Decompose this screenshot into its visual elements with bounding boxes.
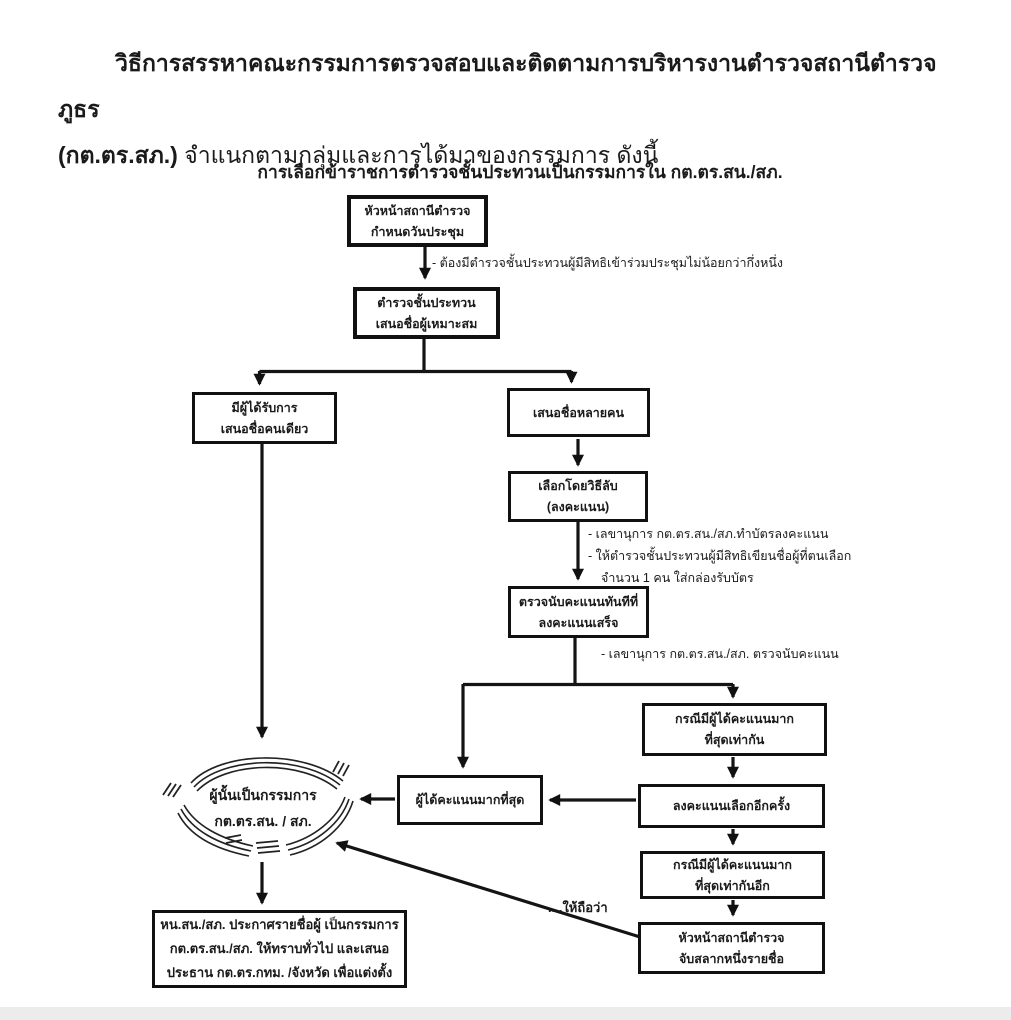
node-text: เลือกโดยวิธีลับ	[538, 479, 618, 493]
node-ncos-propose	[353, 287, 500, 339]
node-text: ตำรวจชั้นประทวน	[377, 295, 476, 310]
node-text: เสนอชื่อผู้เหมาะสม	[375, 316, 478, 331]
node-text: ที่สุดเท่ากัน	[704, 733, 765, 747]
node-single-nominee	[192, 392, 337, 444]
node-highest-votes	[397, 775, 543, 825]
heading-line2-rest: จำแนกตามกลุ่มและการได้มาของกรรมการ ดังนี้	[177, 142, 659, 168]
node-text: ลงคะแนนเลือกอีกครั้ง	[672, 799, 791, 813]
node-text: กำหนดวันประชุม	[370, 224, 465, 239]
node-text: (ลงคะแนน)	[546, 500, 610, 514]
node-tie-case	[642, 703, 827, 756]
node-text: หน.สน./สภ. ประกาศรายชื่อผู้ เป็นกรรมการ	[160, 917, 399, 932]
annotation-quorum: - ต้องมีตำรวจชั้นประทวนผู้มีสิทธิเข้าร่วมประชุมไม่น้อยกว่ากึ่งหนึ่ง	[432, 256, 784, 270]
node-text: ประธาน กต.ตร.กทม. /จังหวัด เพื่อแต่งตั้ง	[166, 965, 393, 980]
node-chief-set-meeting	[347, 195, 488, 247]
node-text: เสนอชื่อคนเดียว	[220, 421, 309, 436]
node-text: ลงคะแนนเสร็จ	[538, 615, 619, 630]
node-count-votes	[508, 586, 649, 638]
flowchart-title: การเลือกข้าราชการตำรวจชั้นประทวนเป็นกรรมการใน กต.ตร.สน./สภ.	[257, 162, 783, 182]
node-text: หัวหน้าสถานีตำรวจ	[678, 930, 785, 945]
node-text: ตรวจนับคะแนนทันทีที่	[518, 594, 639, 609]
node-text: กรณีมีผู้ได้คะแนนมาก	[675, 712, 794, 726]
node-text: กต.ตร.สน./สภ. ให้ทราบทั่วไป และเสนอ	[169, 941, 390, 956]
annotation-ballot-3: จำนวน 1 คน ใส่กล่องรับบัตร	[601, 571, 754, 585]
node-tie-again	[640, 851, 825, 899]
heading-line1: วิธีการสรรหาคณะกรรมการตรวจสอบและติดตามการบริหารงานตำรวจสถานีตำรวจภูธร	[58, 50, 937, 122]
node-multiple-nominees	[507, 388, 650, 437]
node-secret-vote	[508, 471, 648, 522]
node-announce	[152, 910, 407, 988]
annotation-ballot-1: - เลขานุการ กต.ตร.สน./สภ.ทำบัตรลงคะแนน	[588, 527, 829, 541]
heading-line2-bold: (กต.ตร.สภ.)	[58, 142, 178, 168]
node-text: กต.ตร.สน. / สภ.	[214, 813, 312, 829]
node-draw-lots	[638, 922, 825, 974]
scan-page-edge	[0, 1007, 1011, 1020]
annotation-count: - เลขานุการ กต.ตร.สน./สภ. ตรวจนับคะแนน	[601, 647, 839, 661]
node-committee-member	[182, 782, 344, 834]
node-text: มีผู้ได้รับการ	[231, 400, 298, 415]
node-revote	[638, 784, 825, 828]
annotation-ballot-2: - ให้ตำรวจชั้นประทวนผู้มีสิทธิเขียนชื่อผู้ที่ตนเลือก	[588, 549, 852, 563]
node-text: หัวหน้าสถานีตำรวจ	[364, 203, 471, 218]
node-text: จับสลากหนึ่งรายชื่อ	[678, 951, 785, 966]
annotation-considered: ....ให้ถือว่า	[548, 900, 608, 915]
node-text: กรณีมีผู้ได้คะแนนมาก	[673, 857, 792, 872]
node-text: เสนอชื่อหลายคน	[532, 405, 625, 420]
node-text: ที่สุดเท่ากันอีก	[695, 878, 770, 893]
node-text: ผู้นั้นเป็นกรรมการ	[209, 787, 317, 803]
node-text: ผู้ได้คะแนนมากที่สุด	[415, 793, 525, 807]
